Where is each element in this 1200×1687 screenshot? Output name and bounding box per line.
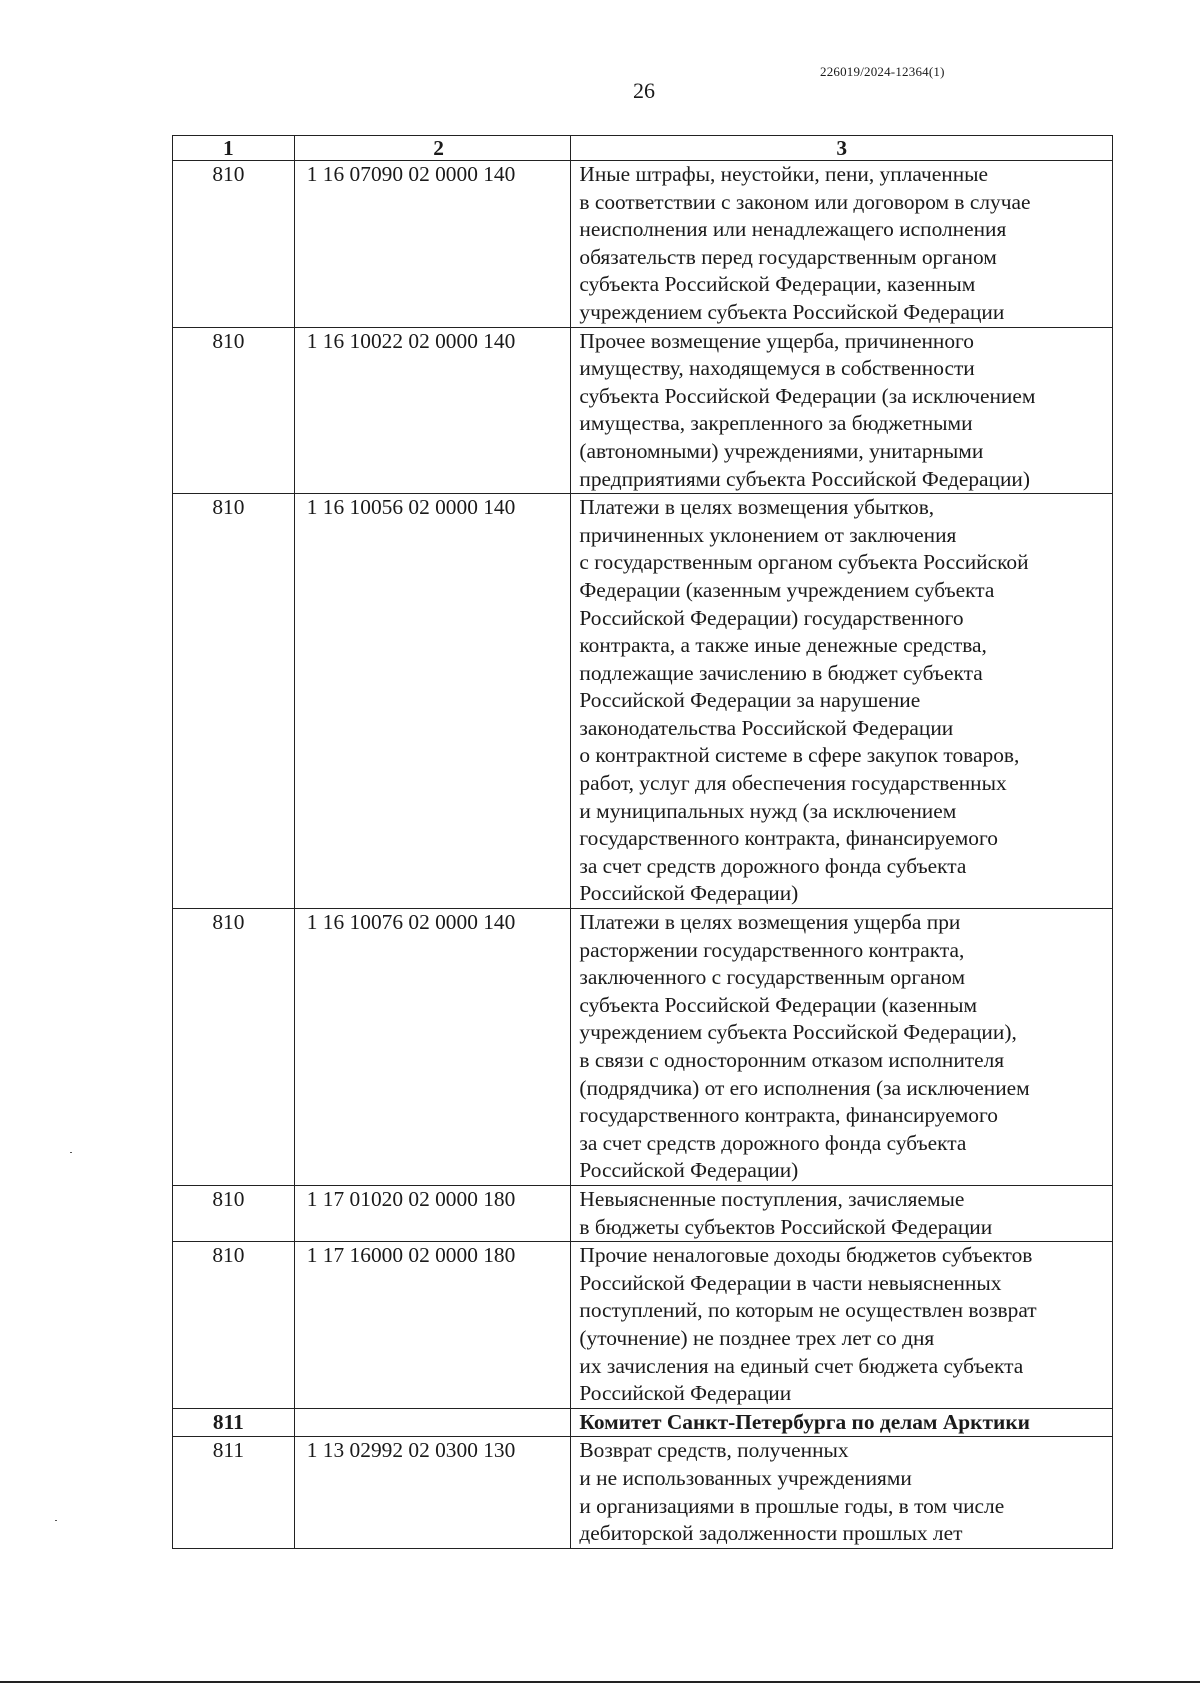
revenue-description-cell: Прочие неналоговые доходы бюджетов субъектов Российской Федерации в части невыясненных поступлений, по которым не осуществлен возврат (уточнение) не позднее трех лет со дня их зачисления на единый счет бюджета субъекта Российской Федерации xyxy=(571,1242,1113,1409)
column-header-3: 3 xyxy=(571,136,1113,161)
table-row xyxy=(173,1437,1113,1548)
chapter-code-cell: 810 xyxy=(173,909,295,1186)
revenue-description-cell: Иные штрафы, неустойки, пени, уплаченные в соответствии с законом или договором в случае неисполнения или ненадлежащего исполнения обязательств перед государственным органом субъекта Российской Федерации, казенным учреждением субъекта Российской Федерации xyxy=(571,161,1113,328)
revenue-description-cell: Комитет Санкт-Петербурга по делам Арктики xyxy=(571,1408,1113,1437)
document-registration-number: 226019/2024-12364(1) xyxy=(820,64,945,79)
chapter-code-cell: 811 xyxy=(173,1437,295,1548)
revenue-description-cell: Платежи в целях возмещения ущерба при расторжении государственного контракта, заключенного с государственным органом субъекта Российской Федерации (казенным учреждением субъекта Российской Федерации), в связи с односторонним отказом исполнителя (подрядчика) от его исполнения (за исключением государственного контракта, финансируемого за счет средств дорожного фонда субъекта Российской Федерации) xyxy=(571,909,1113,1186)
table-row xyxy=(173,494,1113,909)
chapter-code-cell: 810 xyxy=(173,1242,295,1409)
revenue-description-cell: Прочее возмещение ущерба, причиненного имуществу, находящемуся в собственности субъекта Российской Федерации (за исключением имущества, закрепленного за бюджетными (автономными) учреждениями, унитарными предприятиями субъекта Российской Федерации) xyxy=(571,327,1113,494)
budget-classification-code-cell: 1 16 07090 02 0000 140 xyxy=(294,161,571,328)
chapter-code-cell: 810 xyxy=(173,494,295,909)
column-header-1: 1 xyxy=(173,136,295,161)
chapter-code-cell: 810 xyxy=(173,1185,295,1241)
scan-edge-line xyxy=(0,1681,1200,1683)
table-row xyxy=(173,909,1113,1186)
table-header-row xyxy=(173,136,1113,161)
table-row xyxy=(173,1408,1113,1437)
chapter-code-cell: 810 xyxy=(173,161,295,328)
chapter-code-cell: 811 xyxy=(173,1408,295,1437)
budget-classification-code-cell: 1 16 10076 02 0000 140 xyxy=(294,909,571,1186)
budget-classification-code-cell: 1 16 10022 02 0000 140 xyxy=(294,327,571,494)
page-number: 26 xyxy=(633,78,655,103)
budget-classification-code-cell: 1 16 10056 02 0000 140 xyxy=(294,494,571,909)
scan-speck xyxy=(70,1152,72,1153)
table-body xyxy=(173,161,1113,1549)
budget-classification-code-cell xyxy=(294,1408,571,1437)
scan-speck xyxy=(55,1520,57,1521)
budget-classification-code-cell: 1 13 02992 02 0300 130 xyxy=(294,1437,571,1548)
table-row xyxy=(173,327,1113,494)
column-header-2: 2 xyxy=(294,136,571,161)
revenue-description-cell: Невыясненные поступления, зачисляемые в бюджеты субъектов Российской Федерации xyxy=(571,1185,1113,1241)
revenue-description-cell: Возврат средств, полученных и не использованных учреждениями и организациями в прошлые годы, в том числе дебиторской задолженности прошлых лет xyxy=(571,1437,1113,1548)
table-row xyxy=(173,1185,1113,1241)
revenue-description-cell: Платежи в целях возмещения убытков, причиненных уклонением от заключения с государственным органом субъекта Российской Федерации (казенным учреждением субъекта Российской Федерации) государственного контракта, а также иные денежные средства, подлежащие зачислению в бюджет субъекта Российской Федерации за нарушение законодательства Российской Федерации о контрактной системе в сфере закупок товаров, работ, услуг для обеспечения государственных и муниципальных нужд (за исключением государственного контракта, финансируемого за счет средств дорожного фонда субъекта Российской Федерации) xyxy=(571,494,1113,909)
chapter-code-cell: 810 xyxy=(173,327,295,494)
table-row xyxy=(173,161,1113,328)
revenue-codes-table xyxy=(172,135,1113,1549)
table-row xyxy=(173,1242,1113,1409)
budget-classification-code-cell: 1 17 16000 02 0000 180 xyxy=(294,1242,571,1409)
budget-classification-code-cell: 1 17 01020 02 0000 180 xyxy=(294,1185,571,1241)
